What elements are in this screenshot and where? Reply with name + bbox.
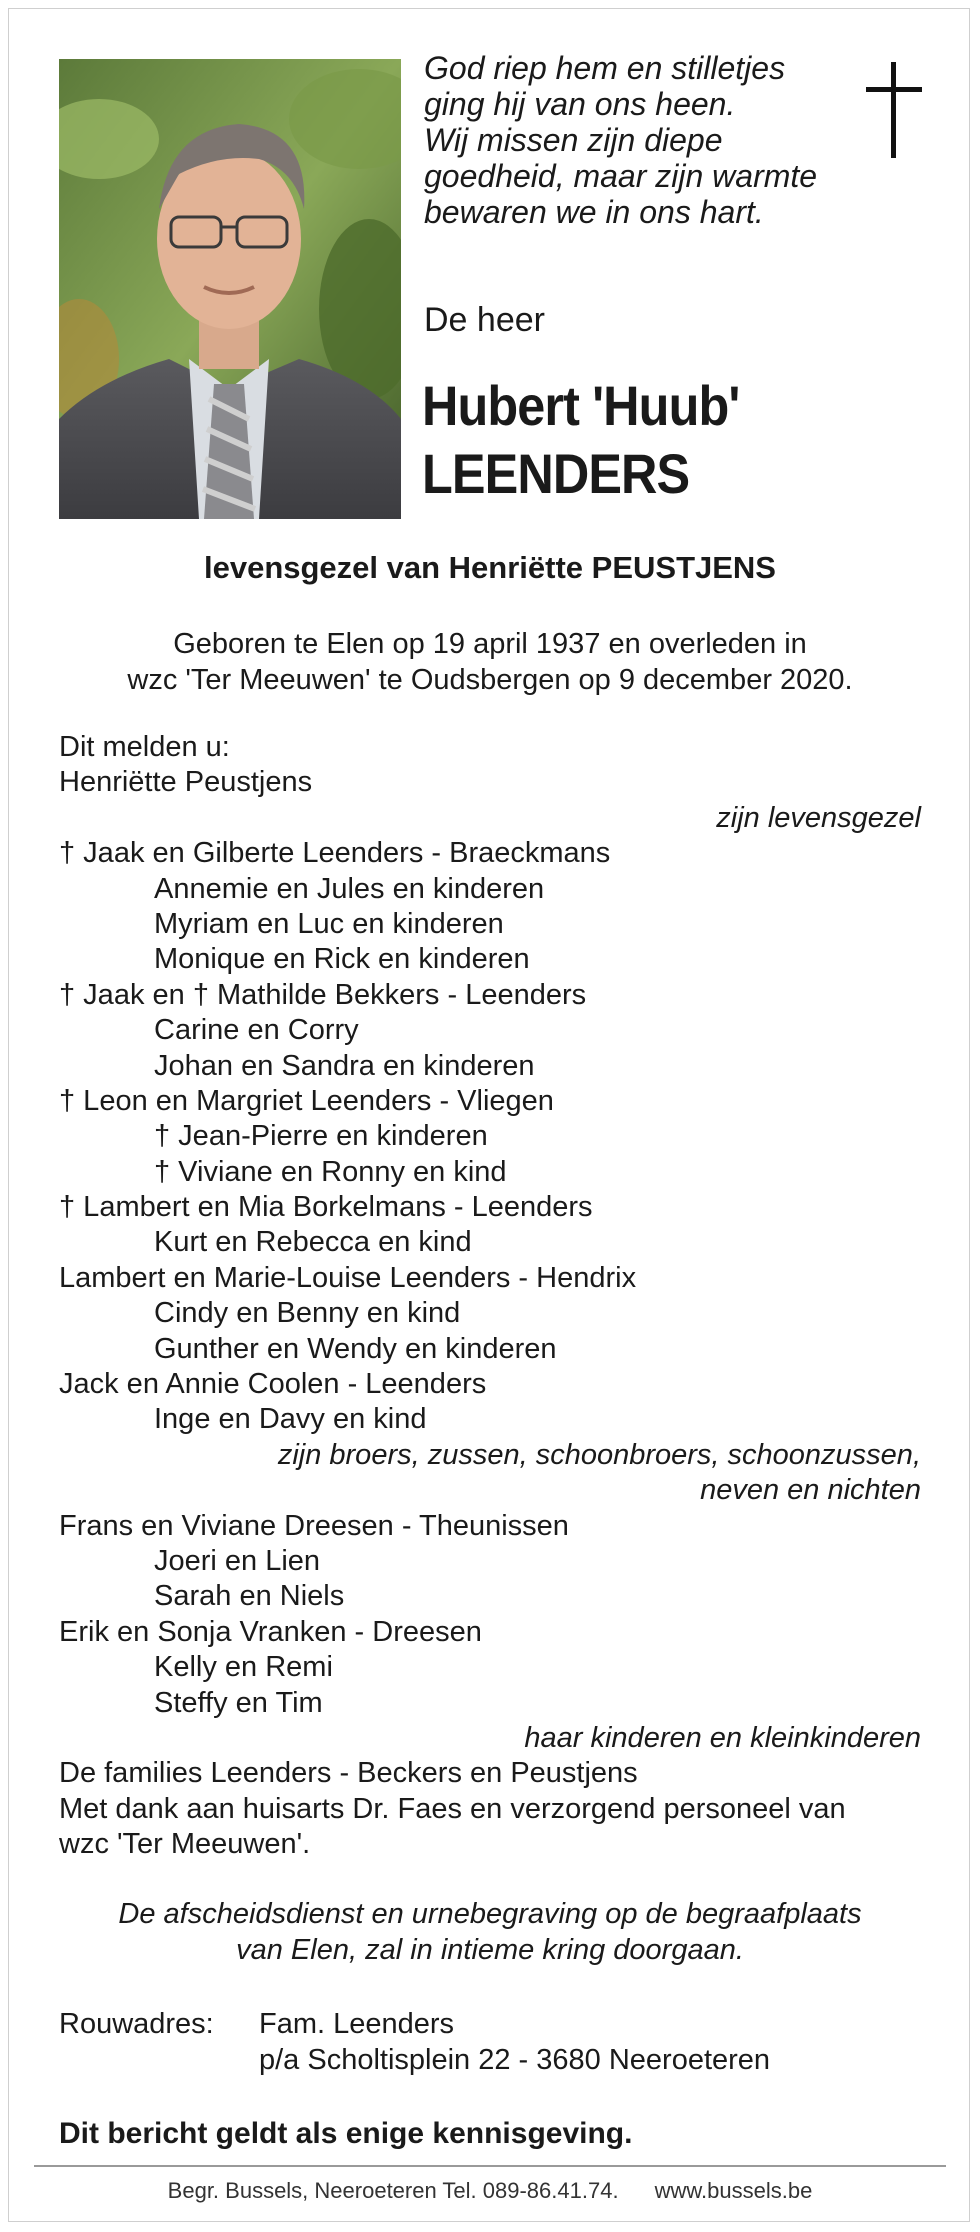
mourner-row: Myriam en Luc en kinderen: [154, 907, 504, 940]
mourner-row: Joeri en Lien: [154, 1544, 321, 1577]
mourner-list: [59, 730, 921, 1863]
latin-cross-icon: [866, 62, 922, 158]
address-line-2: p/a Scholtisplein 22 - 3680 Neeroeteren: [259, 2044, 771, 2076]
mourner-row: Frans en Viviane Dreesen - Theunissen: [59, 1509, 569, 1542]
mourner-row: † Jean-Pierre en kinderen: [154, 1120, 488, 1153]
relation-caption: haar kinderen en kleinkinderen: [524, 1721, 921, 1754]
footer-divider: [34, 2165, 946, 2167]
mourner-row: Jack en Annie Coolen - Leenders: [59, 1368, 487, 1401]
mourner-row: † Jaak en Gilberte Leenders - Braeckmans: [59, 837, 611, 870]
mourner-row: Lambert en Marie-Louise Leenders - Hendrix: [59, 1261, 637, 1294]
poem-line: goedheid, maar zijn warmte: [424, 158, 818, 194]
mourner-row: Inge en Davy en kind: [154, 1403, 427, 1436]
mourner-row: wzc 'Ter Meeuwen'.: [59, 1828, 311, 1861]
service-info: [0, 1896, 980, 1968]
mourner-row: Monique en Rick en kinderen: [154, 943, 530, 976]
website-link[interactable]: www.bussels.be: [654, 2178, 813, 2203]
birth-line: Geboren te Elen op 19 april 1937 en overleden in: [173, 628, 807, 660]
mourner-row: Dit melden u:: [59, 731, 230, 763]
poem-line: Wij missen zijn diepe: [424, 122, 723, 158]
mourner-row: Cindy en Benny en kind: [154, 1297, 461, 1330]
death-line: wzc 'Ter Meeuwen' te Oudsbergen op 9 december 2020.: [127, 664, 853, 696]
service-line: van Elen, zal in intieme kring doorgaan.: [236, 1934, 744, 1966]
relation-caption: neven en nichten: [700, 1474, 921, 1507]
birth-death-info: [0, 626, 980, 698]
mourner-row: Steffy en Tim: [154, 1686, 323, 1719]
funeral-home-info: Begr. Bussels, Neeroeteren Tel. 089-86.41.74.: [167, 2178, 619, 2203]
mourner-row: Erik en Sonja Vranken - Dreesen: [59, 1615, 482, 1648]
mourner-row: Henriëtte Peustjens: [59, 766, 313, 799]
footer: [0, 2176, 980, 2206]
name-line-1: Hubert 'Huub': [422, 374, 740, 437]
poem-line: ging hij van ons heen.: [424, 86, 736, 122]
address-line-1: Fam. Leenders: [259, 2008, 455, 2040]
name-line-2: LEENDERS: [422, 442, 690, 505]
relation-caption: zijn broers, zussen, schoonbroers, schoonzussen,: [277, 1438, 921, 1471]
poem-line: God riep hem en stilletjes: [424, 50, 786, 86]
relation-caption: zijn levensgezel: [716, 801, 921, 834]
sole-notice: Dit bericht geldt als enige kennisgeving.: [59, 2117, 633, 2150]
mourner-row: Kurt en Rebecca en kind: [154, 1226, 472, 1259]
mourner-row: Carine en Corry: [154, 1014, 359, 1047]
poem-line: bewaren we in ons hart.: [424, 194, 764, 230]
mourner-row: † Leon en Margriet Leenders - Vliegen: [59, 1084, 554, 1117]
mourner-row: † Lambert en Mia Borkelmans - Leenders: [59, 1191, 593, 1224]
address-label: Rouwadres:: [59, 2008, 214, 2040]
deceased-name: [422, 372, 739, 508]
mourner-row: De families Leenders - Beckers en Peustjens: [59, 1757, 638, 1790]
partner-line: levensgezel van Henriëtte PEUSTJENS: [203, 550, 776, 585]
mourner-row: Johan en Sandra en kinderen: [154, 1049, 535, 1082]
mourner-row: Kelly en Remi: [154, 1651, 333, 1684]
mourner-row: † Jaak en † Mathilde Bekkers - Leenders: [59, 978, 587, 1011]
title-prefix: De heer: [424, 301, 545, 339]
service-line: De afscheidsdienst en urnebegraving op de begraafplaats: [118, 1898, 862, 1930]
mourner-row: Sarah en Niels: [154, 1580, 345, 1613]
portrait-photo: [59, 59, 401, 519]
mourner-row: Annemie en Jules en kinderen: [154, 872, 545, 905]
mourner-row: Met dank aan huisarts Dr. Faes en verzorgend personeel van: [59, 1792, 846, 1825]
memorial-poem: [424, 50, 824, 230]
mourner-row: Gunther en Wendy en kinderen: [154, 1332, 557, 1365]
mourner-row: † Viviane en Ronny en kind: [154, 1155, 507, 1188]
